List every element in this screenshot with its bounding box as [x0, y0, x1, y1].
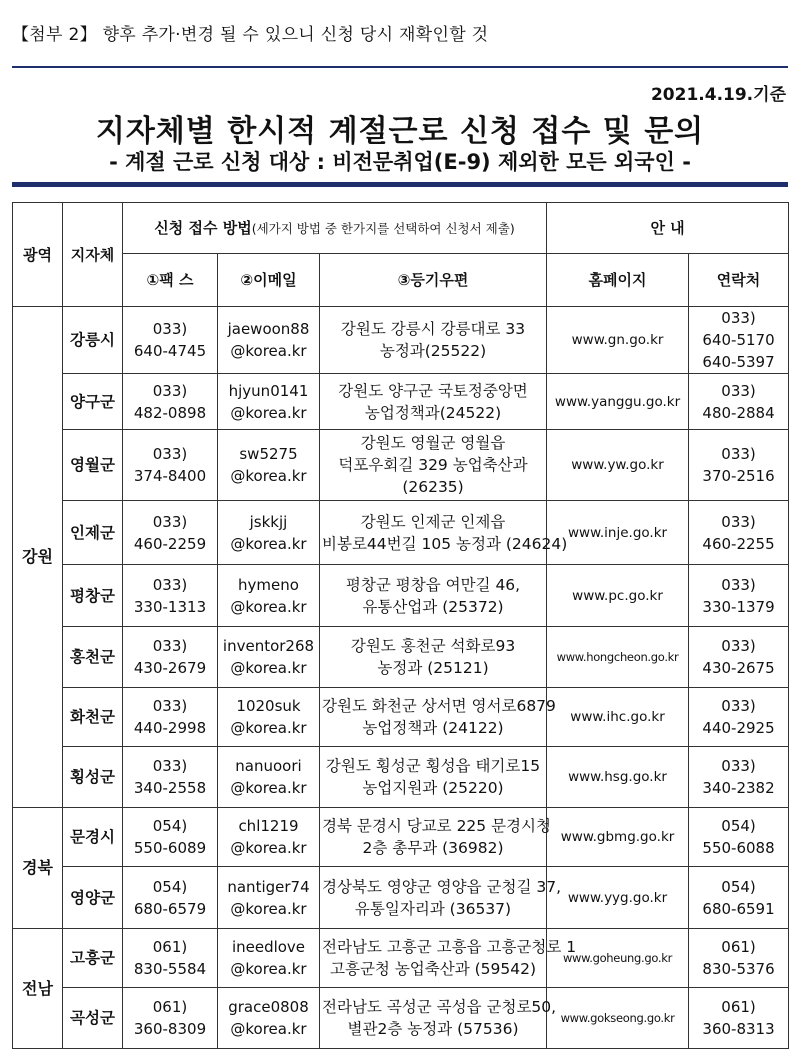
city-cell: 고흥군	[63, 929, 123, 988]
cell-line: 033)	[152, 381, 188, 400]
fax-cell	[123, 565, 218, 627]
header-homepage: 홈페이지	[547, 254, 689, 307]
cell-line: 330-1313	[133, 597, 207, 616]
cell-line: 농정과 (25121)	[377, 659, 489, 677]
cell-line: 440-2925	[702, 719, 775, 737]
cell-line: 유통산업과 (25372)	[362, 597, 504, 616]
contact-cell	[689, 501, 789, 565]
cell-line: 640-5397	[702, 353, 775, 371]
homepage-link[interactable]: www.yw.go.kr	[547, 430, 689, 501]
cell-line: ineedlove	[231, 938, 306, 956]
cell-line: 강원도 영월군 영월읍	[360, 434, 506, 452]
header-fax: ①팩 스	[123, 254, 218, 307]
cell-line: 강원도 강릉시 강릉대로 33	[340, 320, 526, 338]
address-cell	[320, 929, 577, 988]
cell-line: 370-2516	[702, 467, 775, 485]
cell-line: jskkjj	[249, 512, 288, 531]
cell-line: @korea.kr	[230, 342, 307, 360]
homepage-link[interactable]: www.hsg.go.kr	[547, 747, 689, 808]
cell-line: 033)	[721, 512, 756, 531]
fax-cell	[123, 430, 218, 501]
contact-cell	[689, 374, 789, 430]
cell-line: 054)	[721, 877, 756, 896]
cell-line: 농업정책과(24522)	[364, 403, 502, 422]
cell-line: 별관2층 농정과 (57536)	[347, 1020, 519, 1038]
fax-cell	[123, 867, 218, 929]
cell-line: 054)	[721, 817, 756, 835]
cell-line: 강원도 양구군 국토정중앙면	[338, 381, 528, 400]
cell-line: 680-6579	[133, 899, 207, 918]
homepage-link[interactable]: www.gokseong.go.kr	[547, 988, 689, 1049]
table-body	[13, 307, 789, 1049]
header-method-note: (세가지 방법 중 한가지를 선택하여 신청서 제출)	[251, 220, 515, 236]
cell-line: @korea.kr	[230, 403, 307, 422]
cell-line: 360-8309	[133, 1020, 207, 1038]
header-contact: 연락처	[689, 254, 789, 307]
cell-line: inventor268	[222, 637, 315, 655]
cell-line: 061)	[721, 998, 756, 1016]
cell-line: chl1219	[238, 817, 299, 835]
cell-line: 360-8313	[702, 1020, 775, 1038]
cell-line: 430-2675	[702, 659, 775, 677]
homepage-link[interactable]: www.inje.go.kr	[547, 501, 689, 565]
header-method-main: 신청 접수 방법	[154, 218, 252, 237]
email-cell	[218, 374, 320, 430]
cell-line: @korea.kr	[230, 779, 307, 797]
cell-line: 430-2679	[133, 659, 207, 677]
header-guide: 안 내	[547, 203, 789, 254]
attachment-note: 【첨부 2】 향후 추가·변경 될 수 있으니 신청 당시 재확인할 것	[12, 25, 489, 45]
cell-line: 033)	[152, 637, 188, 655]
cell-line: @korea.kr	[230, 899, 307, 918]
fax-cell	[123, 627, 218, 688]
header-divider	[12, 66, 788, 68]
header-city: 지자체	[63, 203, 123, 307]
cell-line: grace0808	[228, 998, 309, 1016]
cell-line: 전라남도 고흥군 고흥읍 고흥군청로 1	[322, 938, 577, 956]
table-row	[13, 565, 789, 627]
cell-line: 330-1379	[702, 597, 775, 616]
cell-line: 033)	[152, 697, 188, 715]
email-cell	[218, 867, 320, 929]
contact-cell	[689, 867, 789, 929]
address-cell	[320, 627, 547, 688]
cell-line: 460-2255	[702, 534, 775, 553]
fax-cell	[123, 747, 218, 808]
address-cell	[320, 374, 547, 430]
contact-cell	[689, 929, 789, 988]
cell-line: 033)	[152, 512, 188, 531]
email-cell	[218, 430, 320, 501]
cell-line: 033)	[721, 637, 756, 655]
cell-line: 농정과(25522)	[379, 342, 487, 360]
cell-line: 374-8400	[133, 467, 207, 485]
email-cell	[218, 565, 320, 627]
cell-line: 비봉로44번길 105 농정과 (24624)	[322, 534, 568, 553]
cell-line: 033)	[721, 757, 756, 775]
cell-line: 전라남도 곡성군 곡성읍 군청로50,	[322, 998, 557, 1016]
cell-line: 480-2884	[702, 403, 775, 422]
email-cell	[218, 501, 320, 565]
city-cell: 홍천군	[63, 627, 123, 688]
cell-line: @korea.kr	[230, 534, 307, 553]
cell-line: 강원도 횡성군 횡성읍 태기로15	[325, 757, 541, 775]
homepage-link[interactable]: www.gn.go.kr	[547, 307, 689, 374]
contact-cell	[689, 627, 789, 688]
cell-line: (26235)	[402, 478, 464, 496]
email-cell	[218, 988, 320, 1049]
cell-line: 340-2558	[133, 779, 207, 797]
address-cell	[320, 988, 557, 1049]
homepage-link[interactable]: www.hongcheon.go.kr	[547, 627, 689, 688]
table-row	[13, 988, 789, 1049]
table-row	[13, 747, 789, 808]
cell-line: 평창군 평창읍 여만길 46,	[345, 575, 521, 594]
cell-line: 061)	[152, 938, 188, 956]
fax-cell	[123, 929, 218, 988]
address-cell	[320, 688, 556, 747]
city-cell: 화천군	[63, 688, 123, 747]
cell-line: jaewoon88	[227, 320, 310, 338]
email-cell	[218, 747, 320, 808]
email-cell	[218, 688, 320, 747]
fax-cell	[123, 307, 218, 374]
cell-line: 033)	[152, 757, 188, 775]
cell-line: 덕포우회길 329 농업축산과	[338, 456, 528, 474]
cell-line: 482-0898	[133, 403, 207, 422]
table-row	[13, 929, 789, 988]
contact-cell	[689, 307, 789, 374]
cell-line: 680-6591	[702, 899, 775, 918]
city-cell: 양구군	[63, 374, 123, 430]
cell-line: 033)	[721, 575, 756, 594]
cell-line: 033)	[152, 445, 188, 463]
contact-cell	[689, 747, 789, 808]
cell-line: nantiger74	[227, 877, 310, 896]
reference-date: 2021.4.19.기준	[650, 85, 786, 105]
cell-line: 강원도 인제군 인제읍	[360, 512, 506, 531]
cell-line: @korea.kr	[230, 960, 307, 978]
cell-line: 550-6089	[133, 839, 207, 857]
city-cell: 평창군	[63, 565, 123, 627]
city-cell: 영양군	[63, 867, 123, 929]
cell-line: 830-5376	[702, 960, 775, 978]
title-divider	[12, 182, 788, 187]
address-cell	[320, 808, 551, 867]
table-row	[13, 688, 789, 747]
homepage-link[interactable]: www.ihc.go.kr	[547, 688, 689, 747]
city-cell: 인제군	[63, 501, 123, 565]
homepage-link[interactable]: www.pc.go.kr	[547, 565, 689, 627]
cell-line: @korea.kr	[230, 719, 307, 737]
table-row	[13, 430, 789, 501]
cell-line: 고흥군청 농업축산과 (59542)	[330, 960, 537, 978]
cell-line: 054)	[152, 877, 188, 896]
address-cell	[320, 565, 547, 627]
page-title: 지자체별 한시적 계절근로 신청 접수 및 문의	[95, 114, 705, 149]
homepage-link[interactable]: www.goheung.go.kr	[547, 929, 689, 988]
cell-line: 640-5170	[702, 331, 775, 349]
homepage-link[interactable]: www.gbmg.go.kr	[547, 808, 689, 867]
cell-line: 033)	[721, 445, 756, 463]
cell-line: 강원도 홍천군 석화로93	[350, 637, 516, 655]
address-cell	[320, 867, 562, 929]
cell-line: 440-2998	[133, 719, 207, 737]
cell-line: sw5275	[239, 445, 298, 463]
cell-line: 830-5584	[133, 960, 207, 978]
region-cell: 강원	[13, 307, 63, 808]
homepage-link[interactable]: www.yyg.go.kr	[547, 867, 689, 929]
header-mail: ③등기우편	[320, 254, 547, 307]
city-cell: 영월군	[63, 430, 123, 501]
city-cell: 곡성군	[63, 988, 123, 1049]
application-table	[12, 202, 789, 1049]
fax-cell	[123, 501, 218, 565]
email-cell	[218, 627, 320, 688]
cell-line: nanuoori	[235, 757, 302, 775]
cell-line: 2층 총무과 (36982)	[362, 839, 504, 857]
fax-cell	[123, 374, 218, 430]
cell-line: 061)	[152, 998, 188, 1016]
fax-cell	[123, 808, 218, 867]
cell-line: 강원도 화천군 상서면 영서로6879	[322, 697, 556, 715]
cell-line: 061)	[721, 938, 756, 956]
fax-cell	[123, 988, 218, 1049]
city-cell: 횡성군	[63, 747, 123, 808]
city-cell: 강릉시	[63, 307, 123, 374]
contact-cell	[689, 808, 789, 867]
contact-cell	[689, 688, 789, 747]
email-cell	[218, 307, 320, 374]
region-cell: 전남	[13, 929, 63, 1049]
cell-line: 460-2259	[133, 534, 207, 553]
cell-line: 340-2382	[702, 779, 775, 797]
homepage-link[interactable]: www.yanggu.go.kr	[547, 374, 689, 430]
address-cell	[320, 430, 547, 501]
header-method	[123, 203, 547, 254]
address-cell	[320, 747, 547, 808]
cell-line: 033)	[721, 697, 756, 715]
fax-cell	[123, 688, 218, 747]
cell-line: @korea.kr	[230, 597, 307, 616]
address-cell	[320, 501, 568, 565]
email-cell	[218, 929, 320, 988]
contact-cell	[689, 988, 789, 1049]
cell-line: hymeno	[238, 575, 299, 594]
cell-line: 033)	[152, 575, 188, 594]
table-row	[13, 867, 789, 929]
cell-line: @korea.kr	[230, 1020, 307, 1038]
cell-line: @korea.kr	[230, 659, 307, 677]
table-row	[13, 627, 789, 688]
cell-line: @korea.kr	[230, 839, 307, 857]
header-email: ②이메일	[218, 254, 320, 307]
table-row	[13, 374, 789, 430]
contact-cell	[689, 430, 789, 501]
table-row	[13, 808, 789, 867]
cell-line: @korea.kr	[230, 467, 307, 485]
cell-line: 1020suk	[236, 697, 301, 715]
table-row	[13, 501, 789, 565]
city-cell: 문경시	[63, 808, 123, 867]
region-cell: 경북	[13, 808, 63, 929]
cell-line: 033)	[721, 381, 756, 400]
email-cell	[218, 808, 320, 867]
contact-cell	[689, 565, 789, 627]
cell-line: 유통일자리과 (36537)	[354, 899, 512, 918]
cell-line: 농업정책과 (24122)	[362, 719, 504, 737]
address-cell	[320, 307, 547, 374]
cell-line: 640-4745	[133, 342, 207, 360]
table-row	[13, 307, 789, 374]
cell-line: 054)	[152, 817, 188, 835]
cell-line: 033)	[152, 320, 188, 338]
cell-line: hjyun0141	[228, 381, 309, 400]
cell-line: 경상북도 영양군 영양읍 군청길 37,	[322, 877, 562, 896]
cell-line: 경북 문경시 당교로 225 문경시청	[322, 817, 551, 835]
header-region: 광역	[13, 203, 63, 307]
page-subtitle: - 계절 근로 신청 대상 : 비전문취업(E-9) 제외한 모든 외국인 -	[109, 150, 691, 174]
cell-line: 550-6088	[702, 839, 775, 857]
cell-line: 033)	[721, 309, 756, 327]
cell-line: 농업지원과 (25220)	[362, 779, 504, 797]
